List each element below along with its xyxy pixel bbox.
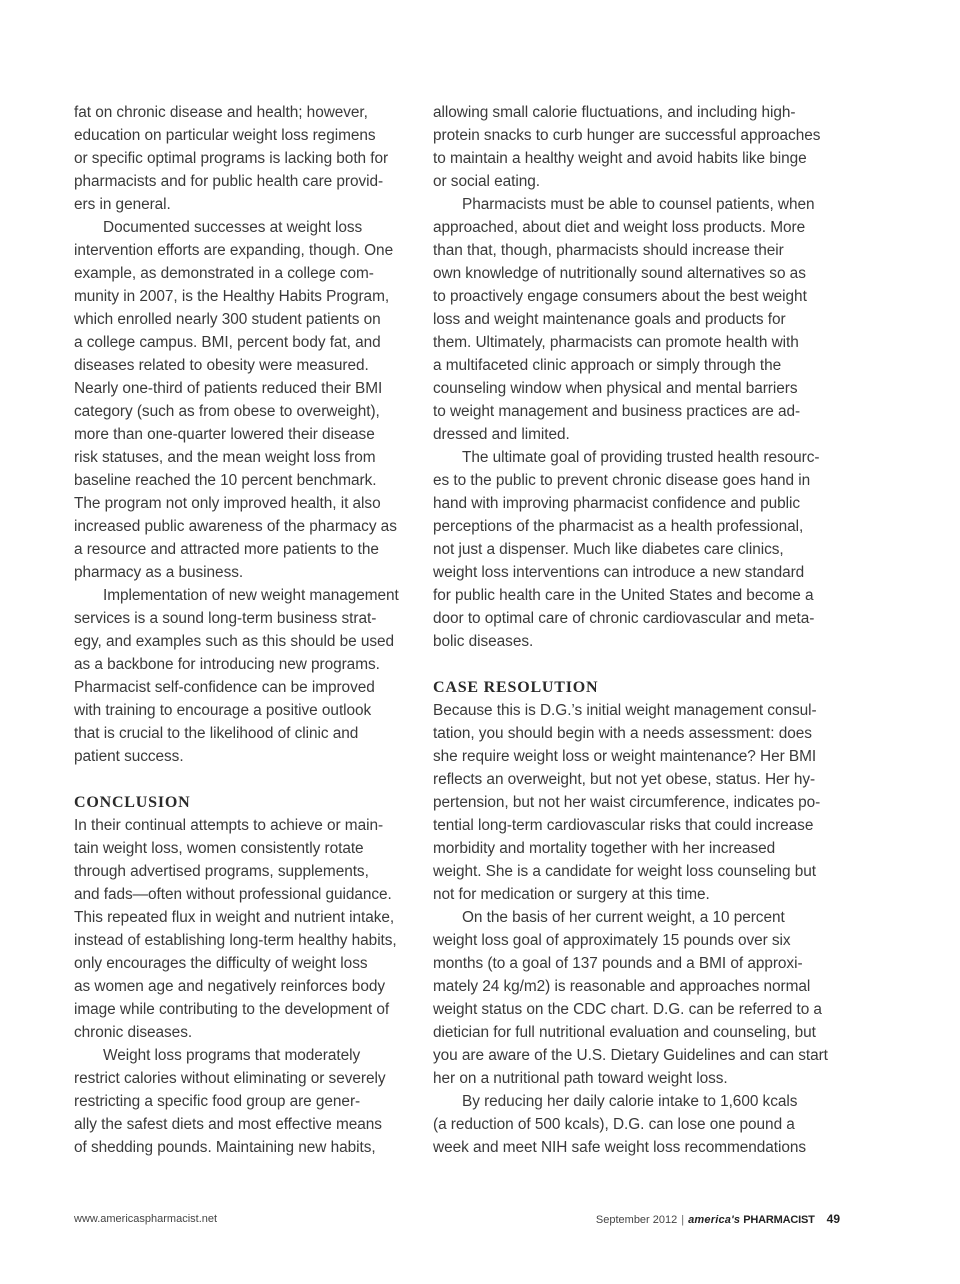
right-column-text-line: loss and weight maintenance goals and products for xyxy=(433,311,786,328)
right-column-text-line: weight loss interventions can introduce a new standard xyxy=(433,564,805,581)
left-column-text-line: Implementation of new weight management xyxy=(103,587,399,604)
left-column-text-line: with training to encourage a positive outlook xyxy=(74,702,372,719)
right-column-text-line: weight. She is a candidate for weight loss counseling but xyxy=(433,863,817,880)
right-column-text-line: not just a dispenser. Much like diabetes care clinics, xyxy=(433,541,784,558)
left-column-text-line: a college campus. BMI, percent body fat, and xyxy=(74,334,381,351)
left-column-text-line: of shedding pounds. Maintaining new habits, xyxy=(74,1139,376,1156)
left-column-text-line: or specific optimal programs is lacking both for xyxy=(74,150,389,167)
right-column-text-line: mately 24 kg/m2) is reasonable and approaches normal xyxy=(433,978,811,995)
left-column-text-line: munity in 2007, is the Healthy Habits Program, xyxy=(74,288,390,305)
right-column-text-line: tation, you should begin with a needs assessment: does xyxy=(433,725,812,742)
left-column-text-line: pharmacy as a business. xyxy=(74,564,244,581)
left-column-text-line: diseases related to obesity were measured. xyxy=(74,357,369,374)
left-column-text-line: baseline reached the 10 percent benchmark. xyxy=(74,472,377,489)
right-column-text-line: pertension, but not her waist circumference, indicates po- xyxy=(433,794,821,811)
right-column-text-line: or social eating. xyxy=(433,173,540,190)
footer-publication-info xyxy=(596,1209,840,1230)
right-column-text-line: door to optimal care of chronic cardiovascular and meta- xyxy=(433,610,815,627)
left-column-text-line: as a backbone for introducing new programs. xyxy=(74,656,380,673)
right-column-spacer xyxy=(433,653,849,676)
magazine-prefix: america's xyxy=(688,1214,741,1226)
right-column-text-line: perceptions of the pharmacist as a health professional, xyxy=(433,518,804,535)
left-column-text-line: image while contributing to the development of xyxy=(74,1001,390,1018)
right-column-text-line: hand with improving pharmacist confidence and public xyxy=(433,495,800,512)
left-column-text-line: ers in general. xyxy=(74,196,171,213)
right-column-text-line: (a reduction of 500 kcals), D.G. can lose one pound a xyxy=(433,1116,795,1133)
right-column-text-line: week and meet NIH safe weight loss recommendations xyxy=(433,1139,807,1156)
right-column-text-line: she require weight loss or weight maintenance? Her BMI xyxy=(433,748,817,765)
right-column-text-line: not for medication or surgery at this time. xyxy=(433,886,710,903)
right-column-text-line: them. Ultimately, pharmacists can promote health with xyxy=(433,334,799,351)
left-column-text-line: restricting a specific food group are gener- xyxy=(74,1093,361,1110)
left-column-text-line: Nearly one-third of patients reduced their BMI xyxy=(74,380,383,397)
right-column-text-line: On the basis of her current weight, a 10 percent xyxy=(462,909,785,926)
right-column-text-line: you are aware of the U.S. Dietary Guidelines and can start xyxy=(433,1047,828,1064)
left-column-text-line: increased public awareness of the pharmacy as xyxy=(74,518,397,535)
left-column-text-line: services is a sound long-term business strat- xyxy=(74,610,377,627)
right-column-text-line: The ultimate goal of providing trusted health resourc- xyxy=(462,449,820,466)
left-column-text-line: patient success. xyxy=(74,748,184,765)
left-column-text-line: egy, and examples such as this should be used xyxy=(74,633,395,650)
left-column-text-line: Documented successes at weight loss xyxy=(103,219,363,236)
right-column-text-line: for public health care in the United States and become a xyxy=(433,587,814,604)
footer-url[interactable]: www.americaspharmacist.net xyxy=(74,1213,218,1225)
right-column-text-line: Pharmacists must be able to counsel patients, when xyxy=(462,196,815,213)
left-column-text-line: instead of establishing long-term healthy habits, xyxy=(74,932,397,949)
left-column-text-line: tain weight loss, women consistently rotate xyxy=(74,840,364,857)
left-column-text-line: example, as demonstrated in a college com- xyxy=(74,265,374,282)
left-column-text-line: as women age and negatively reinforces body xyxy=(74,978,385,995)
left-column-spacer xyxy=(74,768,418,791)
left-column-text-line: that is crucial to the likelihood of clinic and xyxy=(74,725,359,742)
left-column-text-line: only encourages the difficulty of weight loss xyxy=(74,955,368,972)
right-column-text-line: own knowledge of nutritionally sound alternatives so as xyxy=(433,265,806,282)
right-column-text-line: Because this is D.G.’s initial weight management consul- xyxy=(433,702,817,719)
left-column xyxy=(74,101,418,1159)
right-column-text-line: months (to a goal of 137 pounds and a BMI of approxi- xyxy=(433,955,803,972)
left-column-text-line: education on particular weight loss regimens xyxy=(74,127,376,144)
left-column-text-line: and fads—often without professional guidance. xyxy=(74,886,392,903)
right-column-text-line: By reducing her daily calorie intake to 1,600 kcals xyxy=(462,1093,798,1110)
magazine-name: PHARMACIST xyxy=(743,1214,815,1226)
right-column xyxy=(433,101,849,1159)
left-column-text-line: pharmacists and for public health care provid- xyxy=(74,173,384,190)
right-column-text-line: her on a nutritional path toward weight loss. xyxy=(433,1070,728,1087)
left-column-text-line: category (such as from obese to overweight), xyxy=(74,403,380,420)
right-column-text-line: bolic diseases. xyxy=(433,633,534,650)
left-column-text-line: risk statuses, and the mean weight loss from xyxy=(74,449,376,466)
right-column-text-line: dietician for full nutritional evaluation and counseling, but xyxy=(433,1024,816,1041)
footer-separator: | xyxy=(681,1214,685,1226)
left-column-text-line: which enrolled nearly 300 student patients on xyxy=(74,311,381,328)
left-column-text-line: intervention efforts are expanding, though. One xyxy=(74,242,394,259)
left-column-text-line: In their continual attempts to achieve or main- xyxy=(74,817,384,834)
left-column-text-line: The program not only improved health, it also xyxy=(74,495,381,512)
left-column-text-line: Weight loss programs that moderately xyxy=(103,1047,361,1064)
left-column-text-line: This repeated flux in weight and nutrient intake, xyxy=(74,909,395,926)
section-heading: CONCLUSION xyxy=(74,794,191,811)
right-column-text-line: than that, though, pharmacists should increase their xyxy=(433,242,784,259)
right-column-text-line: dressed and limited. xyxy=(433,426,570,443)
footer-date: September 2012 xyxy=(595,1214,678,1226)
left-column-text-line: restrict calories without eliminating or severely xyxy=(74,1070,386,1087)
right-column-text-line: to maintain a healthy weight and avoid habits like binge xyxy=(433,150,807,167)
right-column-text-line: protein snacks to curb hunger are successful approaches xyxy=(433,127,821,144)
right-column-text-line: tential long-term cardiovascular risks that could increase xyxy=(433,817,814,834)
page-number: 49 xyxy=(826,1212,840,1226)
right-column-text-line: weight loss goal of approximately 15 pounds over six xyxy=(433,932,791,949)
left-column-text-line: through advertised programs, supplements, xyxy=(74,863,369,880)
right-column-text-line: reflects an overweight, but not yet obese, status. Her hy- xyxy=(433,771,816,788)
right-column-text-line: weight status on the CDC chart. D.G. can be referred to a xyxy=(433,1001,822,1018)
left-column-text-line: Pharmacist self-confidence can be improved xyxy=(74,679,375,696)
right-column-text-line: to weight management and business practices are ad- xyxy=(433,403,801,420)
right-column-text-line: to proactively engage consumers about the best weight xyxy=(433,288,807,305)
section-heading: CASE RESOLUTION xyxy=(433,679,599,696)
left-column-text-line: chronic diseases. xyxy=(74,1024,193,1041)
right-column-text-line: morbidity and mortality together with her increased xyxy=(433,840,776,857)
right-column-text-line: a multifaceted clinic approach or simply through the xyxy=(433,357,782,374)
page-footer xyxy=(74,1209,840,1229)
left-column-text-line: ally the safest diets and most effective means xyxy=(74,1116,382,1133)
left-column-text-line: a resource and attracted more patients to the xyxy=(74,541,379,558)
right-column-text-line: approached, about diet and weight loss products. More xyxy=(433,219,806,236)
right-column-text-line: allowing small calorie fluctuations, and including high- xyxy=(433,104,796,121)
right-column-text-line: es to the public to prevent chronic disease goes hand in xyxy=(433,472,811,489)
left-column-text-line: fat on chronic disease and health; however, xyxy=(74,104,368,121)
left-column-text-line: more than one-quarter lowered their disease xyxy=(74,426,375,443)
right-column-text-line: counseling window when physical and mental barriers xyxy=(433,380,798,397)
